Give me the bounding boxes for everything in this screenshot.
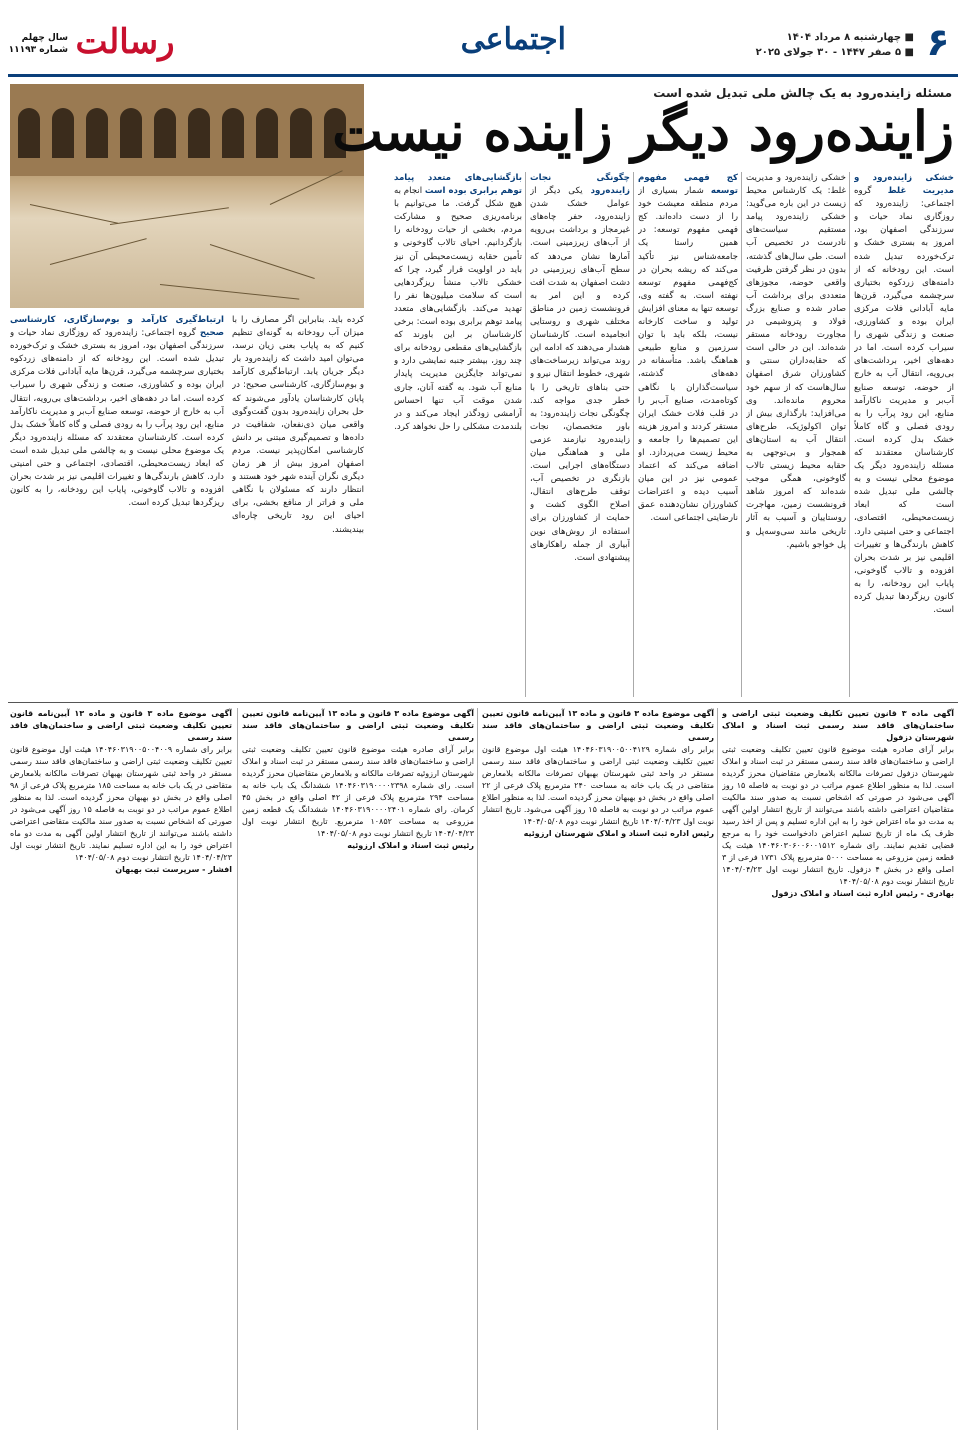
- ad-signature: بهادری - رئیس اداره ثبت اسناد و املاک دزفول: [771, 889, 954, 898]
- subhead-mismanagement: خشکی زاینده‌رود و مدیریت غلط: [854, 173, 954, 197]
- ad-signature: رئیس ثبت اسناد و املاک ارزوئیه: [347, 841, 474, 850]
- date-hijri-gregorian: ■ ۵ صفر ۱۴۴۷ - ۳۰ جولای ۲۰۲۵: [755, 47, 914, 58]
- zayandeh-rud-dry-riverbed-photo: [10, 84, 364, 308]
- arch-icon: [256, 108, 278, 158]
- arch-icon: [52, 108, 74, 158]
- ad-text: برابر آرای صادره هیئت موضوع قانون تعیین تکلیف وضعیت ثبتی اراضی و ساختمان‌های فاقد سند رسمی مستقر در ثبت اسناد و املاک شهرستان دزفول تصرفات مالکانه بلامعارض متقاضیان محرز گردیده است. لذا به منظور اطلاع عموم مراتب در دو نوبت به فاصله ۱۵ روز آگهی می‌شود در صورتی که اشخاص نسبت به صدور سند مالکیت متقاضیان اعتراضی داشته باشند می‌توانند از تاریخ انتشار اولین آگهی به مدت دو ماه اعتراض خود را به این اداره تسلیم و پس از اخذ رسید ظرف یک ماه از تاریخ تسلیم اعتراض دادخواست خود را به مرجع قضایی تقدیم نمایند. رای شماره ۱۴۰۴۶۰۳۰۶۰۰۶۰۰۱۵۱۲ هیئت یک قطعه زمین مزروعی به مساحت ۵۰۰۰ مترمربع پلاک ۱۷۳۱ فرعی از ۳ اصلی واقع در بخش ۴ دزفول. تاریخ انتشار نوبت اول ۱۴۰۴/۰۴/۲۳ تاریخ انتشار نوبت دوم ۱۴۰۴/۰۵/۰۸: [722, 745, 954, 886]
- issue-date: [756, 30, 914, 60]
- column-divider: [633, 172, 634, 697]
- arch-icon: [120, 108, 142, 158]
- ad-title: آگهی موضوع ماده ۳ قانون و ماده ۱۳ آیین‌نامه قانون تعیین تکلیف وضعیت ثبتی اراضی و ساختمان‌های فاقد سند رسمی: [482, 709, 714, 742]
- arch-icon: [154, 108, 176, 158]
- ads-divider: [8, 702, 958, 703]
- article-column-2: [746, 172, 846, 697]
- page-header: [0, 0, 966, 78]
- volume-year: سال چهلم: [21, 33, 68, 43]
- arch-icon: [290, 108, 312, 158]
- ad-title: آگهی ماده ۳ قانون تعیین تکلیف وضعیت ثبتی اراضی و ساختمان‌های فاقد سند رسمی ثبت اسناد و املاک شهرستان دزفول: [722, 709, 954, 742]
- legal-ad-behbahan: [482, 708, 714, 1430]
- subhead-rescue: چگونگی نجات زاینده‌رود: [530, 173, 630, 197]
- column-divider: [741, 172, 742, 697]
- crack-line: [50, 238, 147, 265]
- subhead-reopenings: بازگشایی‌های متعدد پیامد توهم برابری بوده است: [394, 173, 522, 197]
- column-divider: [849, 172, 850, 697]
- bridge-arches: [10, 84, 364, 176]
- ad-signature: افشار - سرپرست ثبت بهبهان: [115, 865, 232, 874]
- column-divider: [717, 708, 718, 1430]
- issue-number: شماره ۱۱۱۹۳: [8, 45, 68, 55]
- article-headline: زاینده‌رود دیگر زاینده نیست: [332, 99, 954, 163]
- arch-icon: [86, 108, 108, 158]
- crack-line: [160, 284, 299, 300]
- legal-ad-dezful: [722, 708, 954, 1430]
- article-column-5: [394, 172, 522, 697]
- header-rule: [8, 74, 958, 77]
- arch-icon: [188, 108, 210, 158]
- crack-line: [210, 244, 315, 279]
- legal-ad-behbahan-2: [10, 708, 232, 1430]
- article-column-3: [638, 172, 738, 697]
- arch-icon: [18, 108, 40, 158]
- ad-text: برابر رای شماره ۱۴۰۴۶۰۳۱۹۰۰۵۰۰۴۰۰۹ هیئت اول موضوع قانون تعیین تکلیف وضعیت ثبتی اراضی و ساختمان‌های فاقد سند رسمی مستقر در واحد ثبتی شهرستان بهبهان تصرفات مالکانه بلامعارض متقاضی در یک باب خانه به مساحت ۱۸۵ مترمربع پلاک فرعی از ۹۸ اصلی واقع در بخش دو بهبهان محرز گردیده است. لذا به منظور اطلاع عموم مراتب در دو نوبت به فاصله ۱۵ روز آگهی می‌شود در صورتی که اشخاص نسبت به صدور سند مالکیت متقاضی اعتراضی داشته باشند می‌توانند از تاریخ انتشار اولین آگهی به مدت دو ماه اعتراض خود را به این اداره تسلیم نمایند. تاریخ انتشار نوبت اول ۱۴۰۴/۰۴/۲۳ تاریخ انتشار نوبت دوم ۱۴۰۴/۰۵/۰۸: [10, 745, 232, 862]
- crack-line: [30, 204, 118, 224]
- article-column-6: [232, 314, 364, 698]
- arch-icon: [222, 108, 244, 158]
- legal-ad-arzuiyeh: [242, 708, 474, 1430]
- article-column-1: [854, 172, 954, 697]
- column-text: یکی دیگر از عوامل خشک شدن زاینده‌رود، حفر چاه‌های غیرمجاز و برداشت بی‌رویه از آب‌های زیرزمینی است. آمارها نشان می‌دهد که سطح آب‌های زیرزمینی در دشت اصفهان به شدت افت کرده و این امر به فرونشست زمین در مناطق مختلف شهری و روستایی انجامیده است. کارشناسان هشدار می‌دهند که ادامه این روند می‌تواند زیرساخت‌های شهری، خطوط انتقال نیرو و حتی بناهای تاریخی را با خطر جدی مواجه کند. چگونگی نجات زاینده‌رود: به باور متخصصان، نجات زاینده‌رود نیازمند عزمی ملی و هماهنگی میان دستگاه‌های اجرایی است. بازنگری در تخصیص آب، توقف طرح‌های انتقال، اصلاح الگوی کشت و حمایت از کشاورزان برای استفاده از روش‌های نوین آبیاری از جمله راهکارهای پیشنهادی است.: [530, 186, 630, 563]
- newspaper-logo: رسالت: [75, 22, 175, 62]
- column-divider: [477, 708, 478, 1430]
- column-divider: [525, 172, 526, 697]
- ad-text: برابر رای شماره ۱۴۰۴۶۰۳۱۹۰۰۵۰۰۴۱۲۹ هیئت اول موضوع قانون تعیین تکلیف وضعیت ثبتی اراضی و ساختمان‌های فاقد سند رسمی مستقر در واحد ثبتی شهرستان بهبهان تصرفات مالکانه بلامعارض متقاضی در یک باب خانه به مساحت ۲۴۰ مترمربع پلاک فرعی از ۲۲ اصلی واقع در بخش دو بهبهان محرز گردیده است. لذا به منظور اطلاع عموم مراتب در دو نوبت به فاصله ۱۵ روز آگهی می‌شود. تاریخ انتشار نوبت اول ۱۴۰۴/۰۴/۲۳ تاریخ انتشار نوبت دوم ۱۴۰۴/۰۵/۰۸: [482, 745, 714, 826]
- article-column-4: [530, 172, 630, 697]
- column-text: خشکی زاینده‌رود و مدیریت غلط: یک کارشناس محیط زیست در این باره می‌گوید: خشکی زاینده‌رود پیامد مستقیم سیاست‌های نادرست در تخصیص آب است. طی سال‌های گذشته، بدون در نظر گرفتن ظرفیت واقعی حوضه، مجوزهای متعددی برای برداشت آب صادر شده و صنایع بزرگ فولاد و پتروشیمی در مجاورت رودخانه مستقر شده‌اند. این در حالی است که حقابه‌داران سنتی و کشاورزان شرق اصفهان سال‌هاست که از سهم خود محروم مانده‌اند. وی می‌افزاید: بارگذاری بیش از توان اکولوژیک، طرح‌های انتقال آب به استان‌های همجوار و بی‌توجهی به حقابه محیط زیستی تالاب گاوخونی، همگی موجب شده‌اند که امروز شاهد فرونشست زمین، مهاجرت روستاییان و آسیب به آثار تاریخی مانند سی‌وسه‌پل و پل خواجو باشیم.: [746, 173, 846, 550]
- subhead-communication: ارتباط‌گیری کارآمد و بوم‌سازگاری، کارشناسی صحیح: [10, 315, 224, 339]
- column-text: انجام به هیچ شکل گرفت. ما می‌توانیم با برنامه‌ریزی صحیح و مشارکت مردم، بخشی از حیات رودخانه را بازگردانیم. احیای تالاب گاوخونی و تأمین حقابه زیست‌محیطی آن نیز باید در اولویت قرار گیرد، چرا که خشکی تالاب منشأ ریزگردهایی است که سلامت میلیون‌ها نفر را تهدید می‌کند. بازگشایی‌های متعدد پیامد توهم برابری بوده است: برخی کارشناسان بر این باورند که بازگشایی‌های مقطعی رودخانه برای چند روز، بیشتر جنبه نمایشی دارد و نمی‌تواند جایگزین مدیریت پایدار منابع آب شود. به گفته آنان، جاری شدن موقت آب تنها احساس آرامشی زودگذر ایجاد می‌کند و در بلندمدت مشکلی را حل نخواهد کرد.: [394, 186, 522, 432]
- subhead-development: کج فهمی مفهوم توسعه: [638, 173, 738, 197]
- ad-title: آگهی موضوع ماده ۳ قانون و ماده ۱۳ آیین‌نامه قانون تعیین تکلیف وضعیت ثبتی اراضی و ساختمان‌های فاقد سند رسمی: [242, 709, 474, 742]
- ad-text: برابر آرای صادره هیئت موضوع قانون تعیین تکلیف وضعیت ثبتی اراضی و ساختمان‌های فاقد سند رسمی مستقر در ثبت اسناد و املاک شهرستان ارزوئیه تصرفات مالکانه و بلامعارض متقاضیان محرز گردیده است. رای شماره ۱۴۰۴۶۰۳۱۹۰۰۰۰۲۳۹۸ ششدانگ یک باب خانه به مساحت ۲۹۴ مترمربع پلاک فرعی از ۴۲ اصلی واقع در بخش ۴۵ کرمان. رای شماره ۱۴۰۴۶۰۳۱۹۰۰۰۰۲۴۰۱ ششدانگ یک قطعه زمین مزروعی به مساحت ۱۰۸۵۲ مترمربع. تاریخ انتشار نوبت اول ۱۴۰۴/۰۴/۲۳ تاریخ انتشار نوبت دوم ۱۴۰۴/۰۵/۰۸: [242, 745, 474, 838]
- ad-title: آگهی موضوع ماده ۳ قانون و ماده ۱۳ آیین‌نامه قانون تعیین تکلیف وضعیت ثبتی اراضی و ساختمان‌های فاقد سند رسمی: [10, 709, 232, 742]
- crack-line: [110, 207, 229, 225]
- column-text: گروه اجتماعی: زاینده‌رود که روزگاری نماد حیات و سرزندگی اصفهان بود، امروز به بستری خشک و ترک‌خورده تبدیل شده است. این رودخانه که از دامنه‌های زردکوه بختیاری سرچشمه می‌گیرد، قرن‌ها مایه آبادانی فلات مرکزی ایران بوده و کشاورزی، صنعت و زندگی شهری را سیراب کرده است. اما در دهه‌های اخیر، برداشت‌های بی‌رویه، انتقال آب به خارج از حوضه، توسعه صنایع آب‌بر و مدیریت ناکارآمد منابع، این رود پرآب را به رودی فصلی و گاه کاملاً خشک بدل کرده است. کارشناسان معتقدند که مسئله زاینده‌رود دیگر یک موضوع محلی نیست و به چالشی ملی تبدیل شده است که ابعاد زیست‌محیطی، اقتصادی، اجتماعی و حتی امنیتی دارد. کاهش بارندگی‌ها و تغییرات اقلیمی نیز بر شدت بحران افزوده و تالاب گاوخونی، پایاب این رودخانه، را به کانون ریزگردها تبدیل کرده است.: [854, 186, 954, 616]
- column-text: کرده باید. بنابراین اگر مصارف را با میزان آب رودخانه به گونه‌ای تنظیم کنیم که به پایاب بعنی زیان نرسد، می‌توان امید داشت که زاینده‌رود بار دیگر جریان یابد. ارتباط‌گیری کارآمد و بوم‌سازگاری، کارشناسی صحیح: در پایان کارشناسان یادآور می‌شوند که حل بحران زاینده‌رود بدون گفت‌وگوی واقعی میان ذی‌نفعان، شفافیت در داده‌ها و تصمیم‌گیری مبتنی بر دانش کارشناسی امکان‌پذیر نیست. مردم اصفهان امروز بیش از هر زمان دیگری نگران آینده شهر خود هستند و انتظار دارند که مسئولان با نگاهی ملی و فراتر از منافع بخشی، برای احیای این رود تاریخی چاره‌ای بیندیشند.: [232, 315, 364, 535]
- column-divider: [237, 708, 238, 1430]
- date-persian: ■ چهارشنبه ۸ مرداد ۱۴۰۴: [786, 32, 914, 43]
- page-number: ۶: [918, 22, 958, 62]
- column-text: گروه اجتماعی: زاینده‌رود که روزگاری نماد حیات و سرزندگی اصفهان بود، امروز به بستری خشک و ترک‌خورده تبدیل شده است. این رودخانه که از دامنه‌های زردکوه بختیاری سرچشمه می‌گیرد، قرن‌ها مایه آبادانی فلات مرکزی ایران بوده و کشاورزی، صنعت و زندگی شهری را سیراب کرده است. اما در دهه‌های اخیر، برداشت‌های بی‌رویه، انتقال آب به خارج از حوضه، توسعه صنایع آب‌بر و مدیریت ناکارآمد منابع، این رود پرآب را به رودی فصلی و گاه کاملاً خشک بدل کرده است. کارشناسان معتقدند که مسئله زاینده‌رود دیگر یک موضوع محلی نیست و به چالشی ملی تبدیل شده است که ابعاد زیست‌محیطی، اقتصادی، اجتماعی و حتی امنیتی دارد. کاهش بارندگی‌ها و تغییرات اقلیمی نیز بر شدت بحران افزوده و تالاب گاوخونی، پایاب این رودخانه، را به کانون ریزگردها تبدیل کرده است.: [10, 328, 224, 509]
- article-column-7: [10, 314, 224, 698]
- article-kicker: مسئله زاینده‌رود به یک چالش ملی تبدیل شده است: [653, 86, 952, 100]
- ad-signature: رئیس اداره ثبت اسناد و املاک شهرستان ارزوئیه: [523, 829, 714, 838]
- column-text: شمار بسیاری از مردم منطقه معیشت خود را از دست داده‌اند. کج فهمی مفهوم توسعه: در همین راستا یک جامعه‌شناس نیز تأکید می‌کند که ریشه بحران در کج‌فهمی مفهوم توسعه نهفته است. به گفته وی، توسعه تنها به معنای افزایش تولید و ساخت کارخانه نیست، بلکه باید با توان سرزمین و منابع طبیعی هماهنگ باشد. متأسفانه در دهه‌های گذشته، سیاست‌گذاران با نگاهی کوتاه‌مدت، صنایع آب‌بر را در قلب فلات خشک ایران مستقر کردند و امروز هزینه این تصمیم‌ها را جامعه و محیط زیست می‌پردازد. او اضافه می‌کند که اعتماد عمومی نیز در این میان آسیب دیده و اعتراضات کشاورزان نشان‌دهنده عمق نارضایتی اجتماعی است.: [638, 186, 738, 524]
- issue-volume: [8, 32, 68, 56]
- section-title: اجتماعی: [460, 22, 566, 57]
